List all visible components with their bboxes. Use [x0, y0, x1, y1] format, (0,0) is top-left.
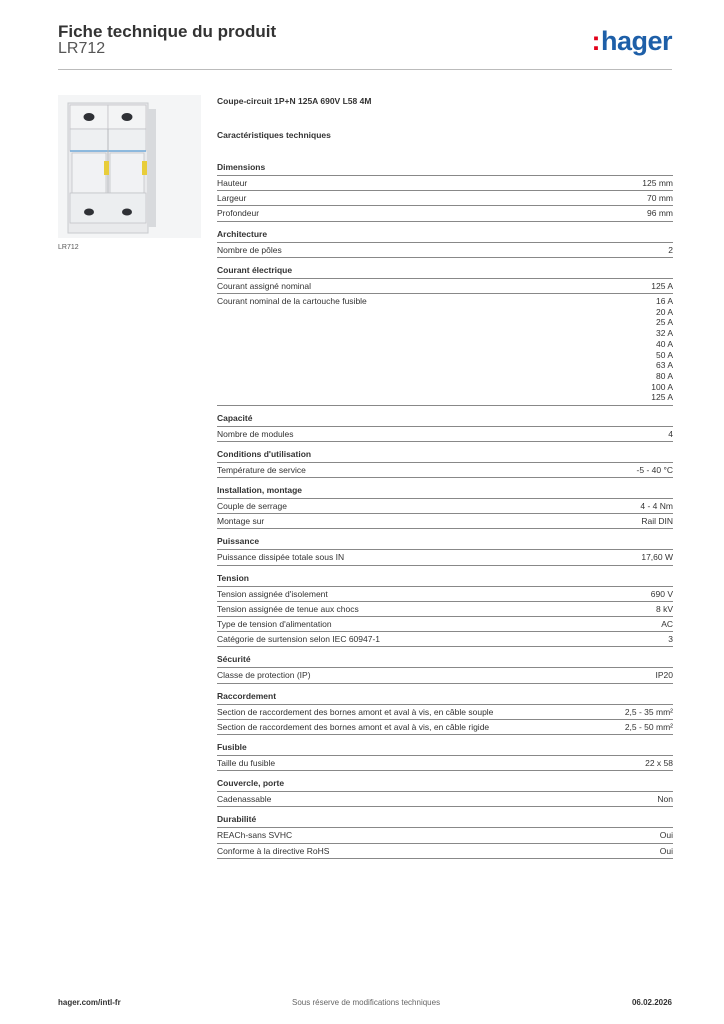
spec-value-line: 125 A — [651, 280, 673, 291]
spec-value-line: 3 — [668, 634, 673, 645]
spec-label: Température de service — [217, 464, 306, 475]
spec-value — [625, 722, 673, 733]
spec-value-line: 70 mm — [647, 193, 673, 204]
spec-value-line: 22 x 58 — [645, 757, 673, 768]
spec-label: Nombre de pôles — [217, 244, 282, 255]
spec-value-line: 96 mm — [647, 208, 673, 219]
spec-group-title: Durabilité — [217, 813, 673, 828]
spec-group — [217, 412, 673, 442]
spec-sheet — [217, 95, 673, 865]
spec-label: Couple de serrage — [217, 500, 287, 511]
spec-group — [217, 777, 673, 807]
spec-group-title: Couvercle, porte — [217, 777, 673, 792]
spec-group-title: Capacité — [217, 412, 673, 427]
spec-value — [625, 707, 673, 718]
spec-row — [217, 828, 673, 843]
spec-value — [660, 830, 673, 841]
spec-group — [217, 228, 673, 258]
spec-label: Courant nominal de la cartouche fusible — [217, 296, 367, 307]
spec-group — [217, 572, 673, 648]
spec-group — [217, 264, 673, 406]
spec-row — [217, 844, 673, 859]
spec-label: Largeur — [217, 193, 247, 204]
spec-value-line: 4 — [668, 428, 673, 439]
spec-value — [660, 846, 673, 857]
spec-value-line: 63 A — [655, 360, 673, 371]
spec-row — [217, 191, 673, 206]
spec-value — [641, 516, 673, 527]
spec-value — [668, 245, 673, 256]
spec-label: Section de raccordement des bornes amont et aval à vis, en câble souple — [217, 706, 494, 717]
logo-text: hager — [600, 26, 672, 56]
spec-row — [217, 668, 673, 683]
spec-label: Section de raccordement des bornes amont et aval à vis, en câble rigide — [217, 721, 490, 732]
spec-row — [217, 514, 673, 529]
spec-value — [651, 281, 673, 292]
product-image — [58, 95, 201, 238]
spec-value-line: 80 A — [655, 370, 673, 381]
spec-value — [640, 501, 673, 512]
spec-group-title: Architecture — [217, 228, 673, 243]
footer-date: 06.02.2026 — [631, 998, 672, 1007]
spec-value-line: 100 A — [651, 381, 673, 392]
spec-group-title: Raccordement — [217, 690, 673, 705]
spec-value — [641, 552, 673, 563]
spec-label: Catégorie de surtension selon IEC 60947-1 — [217, 634, 381, 645]
spec-value-line: 16 A — [655, 296, 673, 307]
spec-value — [668, 429, 673, 440]
fuse-holder-illustration — [58, 95, 201, 238]
spec-value — [637, 465, 673, 476]
spec-value — [651, 296, 673, 403]
spec-row — [217, 632, 673, 647]
footer-notice: Sous réserve de modifications techniques — [292, 998, 441, 1007]
spec-row — [217, 427, 673, 442]
spec-value — [647, 208, 673, 219]
product-image-caption: LR712 — [58, 244, 79, 251]
spec-group — [217, 484, 673, 529]
spec-row — [217, 756, 673, 771]
spec-label: Profondeur — [217, 208, 260, 219]
spec-value-line: 32 A — [655, 328, 673, 339]
spec-value — [642, 178, 673, 189]
spec-group — [217, 535, 673, 565]
spec-group — [217, 813, 673, 858]
spec-value — [657, 794, 673, 805]
spec-value-line: 2 — [668, 244, 673, 255]
spec-row — [217, 294, 673, 406]
spec-label: Conforme à la directive RoHS — [217, 845, 330, 856]
spec-group-title: Fusible — [217, 741, 673, 756]
spec-row — [217, 587, 673, 602]
spec-row — [217, 550, 673, 565]
spec-group — [217, 161, 673, 222]
spec-label: Tension assignée de tenue aux chocs — [217, 603, 359, 614]
spec-label: Tension assignée d'isolement — [217, 588, 328, 599]
spec-label: Courant assigné nominal — [217, 280, 312, 291]
spec-value — [645, 758, 673, 769]
header-divider — [58, 69, 672, 70]
spec-value-line: AC — [661, 618, 673, 629]
spec-group — [217, 690, 673, 735]
spec-value-line: Oui — [659, 830, 673, 841]
product-reference: LR712 — [58, 40, 106, 57]
spec-value-line: 2,5 - 35 mm² — [624, 706, 673, 717]
spec-value-line: 4 - 4 Nm — [640, 500, 673, 511]
spec-label: Hauteur — [217, 178, 248, 188]
spec-group-title: Installation, montage — [217, 484, 673, 499]
spec-value — [656, 604, 673, 615]
spec-row — [217, 792, 673, 807]
spec-group-title: Courant électrique — [217, 264, 673, 279]
spec-group-title: Conditions d'utilisation — [217, 448, 673, 463]
spec-row — [217, 602, 673, 617]
spec-row — [217, 463, 673, 478]
spec-row — [217, 243, 673, 258]
spec-value — [647, 193, 673, 204]
spec-row — [217, 499, 673, 514]
spec-value — [661, 619, 673, 630]
spec-label: Montage sur — [217, 516, 265, 527]
spec-value-line: 125 mm — [642, 178, 673, 188]
logo-mark: : — [591, 26, 600, 56]
spec-group — [217, 741, 673, 771]
product-name: Coupe-circuit 1P+N 125A 690V L58 4M — [217, 96, 372, 106]
spec-value-line: 125 A — [651, 392, 673, 403]
spec-label: Cadenassable — [217, 794, 272, 805]
spec-label: Puissance dissipée totale sous IN — [217, 552, 345, 563]
spec-value-line: Non — [657, 794, 673, 805]
spec-value-line: 20 A — [655, 306, 673, 317]
spec-group-title: Puissance — [217, 535, 673, 550]
page-title: Fiche technique du produit — [58, 22, 277, 41]
spec-group — [217, 653, 673, 683]
spec-row — [217, 206, 673, 221]
spec-row — [217, 176, 673, 191]
spec-value — [656, 670, 674, 681]
spec-value — [651, 589, 673, 600]
spec-value-line: 8 kV — [655, 603, 673, 614]
hager-logo — [591, 26, 672, 57]
spec-label: Classe de protection (IP) — [217, 670, 311, 681]
spec-row — [217, 617, 673, 632]
spec-group — [217, 448, 673, 478]
spec-value-line: 25 A — [655, 317, 673, 328]
spec-value-line: 17,60 W — [641, 552, 673, 563]
footer-website: hager.com/intl-fr — [58, 998, 121, 1007]
spec-group-title: Tension — [217, 572, 673, 587]
spec-label: Type de tension d'alimentation — [217, 618, 332, 629]
spec-value-line: 2,5 - 50 mm² — [624, 721, 673, 732]
spec-label: Nombre de modules — [217, 428, 294, 439]
spec-group-title: Dimensions — [217, 161, 673, 176]
spec-value-line: 40 A — [655, 338, 673, 349]
spec-value-line: 50 A — [655, 349, 673, 360]
spec-label: Taille du fusible — [217, 757, 276, 768]
spec-label: REACh-sans SVHC — [217, 830, 293, 841]
spec-row — [217, 705, 673, 720]
spec-value-line: IP20 — [655, 670, 673, 681]
spec-group-title: Sécurité — [217, 653, 673, 668]
spec-value-line: -5 - 40 °C — [636, 464, 673, 475]
section-heading: Caractéristiques techniques — [217, 130, 331, 140]
spec-row — [217, 720, 673, 735]
spec-value-line: 690 V — [650, 588, 673, 599]
spec-value — [668, 634, 673, 645]
spec-row — [217, 279, 673, 294]
spec-value-line: Rail DIN — [641, 516, 673, 527]
spec-groups — [217, 161, 673, 859]
spec-value-line: Oui — [659, 845, 673, 856]
